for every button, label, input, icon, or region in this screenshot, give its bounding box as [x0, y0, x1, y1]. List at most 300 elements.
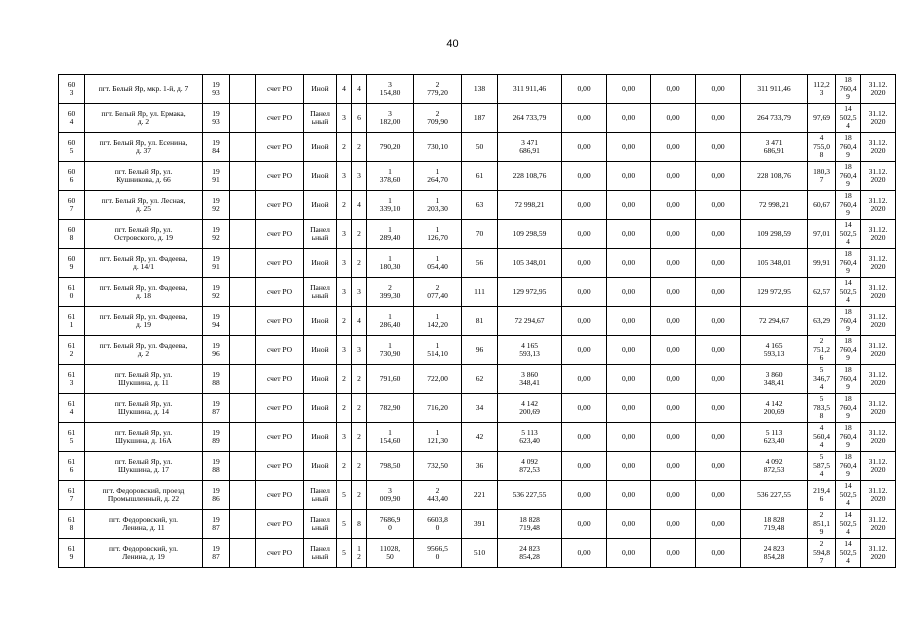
- cell-living-area: 6603,8 0: [414, 510, 462, 539]
- cell-wall-material: Иной: [304, 394, 337, 423]
- cell-cost-column-4: 0,00: [651, 365, 696, 394]
- table-row: [59, 539, 896, 568]
- cell-row-number: 61 0: [59, 278, 85, 307]
- cell-residents: 111: [462, 278, 498, 307]
- cell-cost-column-5: 0,00: [696, 452, 741, 481]
- cell-deadline: 31.12. 2020: [861, 307, 896, 336]
- cell-max-unit-cost: 18 760,4 9: [836, 336, 861, 365]
- table-row: [59, 278, 896, 307]
- cell-cost-column-6: 3 471 686,91: [741, 133, 808, 162]
- cell-row-number: 60 5: [59, 133, 85, 162]
- table-row: [59, 220, 896, 249]
- cell-wall-material: Иной: [304, 133, 337, 162]
- cell-cost-column-2: 0,00: [562, 394, 607, 423]
- cell-cost-column-6: 311 911,46: [741, 75, 808, 104]
- cell-cost-column-6: 72 294,67: [741, 307, 808, 336]
- cell-row-number: 61 1: [59, 307, 85, 336]
- cell-unit-cost: 180,3 7: [808, 162, 836, 191]
- cell-address: пгт. Белый Яр, ул. Островского, д. 19: [85, 220, 203, 249]
- cell-total-area: 798,50: [367, 452, 414, 481]
- cell-floors: 5: [337, 539, 352, 568]
- cell-cost-column-2: 0,00: [562, 481, 607, 510]
- cell-cost-column-4: 0,00: [651, 423, 696, 452]
- cell-cost-column-3: 0,00: [607, 481, 651, 510]
- cell-entrances: 2: [352, 133, 367, 162]
- cell-max-unit-cost: 14 502,5 4: [836, 220, 861, 249]
- cell-total-area: 1 180,30: [367, 249, 414, 278]
- cell-entrances: 4: [352, 75, 367, 104]
- cell-cost-column-3: 0,00: [607, 510, 651, 539]
- cell-max-unit-cost: 18 760,4 9: [836, 162, 861, 191]
- table-row: [59, 423, 896, 452]
- cell-deadline: 31.12. 2020: [861, 423, 896, 452]
- cell-empty-cell: [230, 307, 256, 336]
- table-row: [59, 307, 896, 336]
- cell-entrances: 2: [352, 423, 367, 452]
- cell-cost-column-3: 0,00: [607, 307, 651, 336]
- cell-total-cost: 129 972,95: [498, 278, 562, 307]
- cell-floors: 3: [337, 278, 352, 307]
- cell-row-number: 60 9: [59, 249, 85, 278]
- cell-living-area: 722,00: [414, 365, 462, 394]
- cell-year-built: 19 87: [203, 394, 230, 423]
- cell-fund-method: счет РО: [256, 510, 304, 539]
- cell-total-area: 3 182,00: [367, 104, 414, 133]
- cell-residents: 70: [462, 220, 498, 249]
- table-body: [59, 75, 896, 568]
- cell-deadline: 31.12. 2020: [861, 104, 896, 133]
- cell-unit-cost: 5 346,7 4: [808, 365, 836, 394]
- table-row: [59, 394, 896, 423]
- cell-floors: 2: [337, 452, 352, 481]
- cell-deadline: 31.12. 2020: [861, 75, 896, 104]
- cell-address: пгт. Белый Яр, ул. Шукшина, д. 16А: [85, 423, 203, 452]
- cell-address: пгт. Белый Яр, ул. Фадеева, д. 2: [85, 336, 203, 365]
- cell-unit-cost: 5 783,5 8: [808, 394, 836, 423]
- cell-floors: 2: [337, 394, 352, 423]
- cell-wall-material: Иной: [304, 423, 337, 452]
- cell-empty-cell: [230, 336, 256, 365]
- cell-fund-method: счет РО: [256, 249, 304, 278]
- cell-unit-cost: 112,2 3: [808, 75, 836, 104]
- cell-cost-column-6: 4 165 593,13: [741, 336, 808, 365]
- cell-empty-cell: [230, 162, 256, 191]
- cell-cost-column-2: 0,00: [562, 104, 607, 133]
- cell-year-built: 19 86: [203, 481, 230, 510]
- cell-cost-column-5: 0,00: [696, 307, 741, 336]
- cell-cost-column-5: 0,00: [696, 394, 741, 423]
- cell-floors: 2: [337, 191, 352, 220]
- cell-entrances: 2: [352, 220, 367, 249]
- cell-cost-column-3: 0,00: [607, 104, 651, 133]
- cell-cost-column-4: 0,00: [651, 510, 696, 539]
- cell-row-number: 61 8: [59, 510, 85, 539]
- cell-max-unit-cost: 18 760,4 9: [836, 307, 861, 336]
- cell-fund-method: счет РО: [256, 336, 304, 365]
- cell-max-unit-cost: 14 502,5 4: [836, 539, 861, 568]
- cell-wall-material: Иной: [304, 191, 337, 220]
- cell-living-area: 9566,5 0: [414, 539, 462, 568]
- table-row: [59, 75, 896, 104]
- cell-fund-method: счет РО: [256, 220, 304, 249]
- cell-deadline: 31.12. 2020: [861, 249, 896, 278]
- cell-cost-column-2: 0,00: [562, 249, 607, 278]
- cell-cost-column-4: 0,00: [651, 336, 696, 365]
- cell-total-area: 3 154,80: [367, 75, 414, 104]
- cell-address: пгт. Федоровский, ул. Ленина, д. 19: [85, 539, 203, 568]
- cell-unit-cost: 5 587,5 4: [808, 452, 836, 481]
- cell-address: пгт. Белый Яр, ул. Фадеева, д. 18: [85, 278, 203, 307]
- cell-cost-column-6: 105 348,01: [741, 249, 808, 278]
- cell-address: пгт. Федоровский, проезд Промышленный, д. 22: [85, 481, 203, 510]
- cell-cost-column-5: 0,00: [696, 510, 741, 539]
- cell-address: пгт. Белый Яр, ул. Кушникова, д. 66: [85, 162, 203, 191]
- cell-row-number: 61 3: [59, 365, 85, 394]
- cell-residents: 34: [462, 394, 498, 423]
- cell-cost-column-3: 0,00: [607, 75, 651, 104]
- cell-max-unit-cost: 18 760,4 9: [836, 249, 861, 278]
- cell-floors: 2: [337, 365, 352, 394]
- cell-cost-column-6: 72 998,21: [741, 191, 808, 220]
- table-row: [59, 365, 896, 394]
- cell-address: пгт. Федоровский, ул. Ленина, д. 11: [85, 510, 203, 539]
- cell-living-area: 1 126,70: [414, 220, 462, 249]
- cell-total-area: 3 009,90: [367, 481, 414, 510]
- cell-max-unit-cost: 18 760,4 9: [836, 394, 861, 423]
- cell-total-cost: 264 733,79: [498, 104, 562, 133]
- cell-max-unit-cost: 18 760,4 9: [836, 452, 861, 481]
- cell-empty-cell: [230, 75, 256, 104]
- cell-unit-cost: 219,4 6: [808, 481, 836, 510]
- cell-deadline: 31.12. 2020: [861, 220, 896, 249]
- cell-cost-column-5: 0,00: [696, 249, 741, 278]
- cell-fund-method: счет РО: [256, 481, 304, 510]
- cell-cost-column-3: 0,00: [607, 423, 651, 452]
- cell-cost-column-3: 0,00: [607, 278, 651, 307]
- cell-empty-cell: [230, 510, 256, 539]
- cell-fund-method: счет РО: [256, 423, 304, 452]
- cell-year-built: 19 89: [203, 423, 230, 452]
- cell-year-built: 19 93: [203, 104, 230, 133]
- cell-row-number: 61 5: [59, 423, 85, 452]
- cell-cost-column-4: 0,00: [651, 249, 696, 278]
- cell-residents: 50: [462, 133, 498, 162]
- cell-cost-column-2: 0,00: [562, 162, 607, 191]
- cell-row-number: 60 3: [59, 75, 85, 104]
- cell-entrances: 3: [352, 278, 367, 307]
- cell-wall-material: Иной: [304, 336, 337, 365]
- cell-residents: 62: [462, 365, 498, 394]
- cell-residents: 187: [462, 104, 498, 133]
- cell-cost-column-2: 0,00: [562, 307, 607, 336]
- cell-living-area: 1 121,30: [414, 423, 462, 452]
- cell-entrances: 2: [352, 249, 367, 278]
- cell-floors: 3: [337, 336, 352, 365]
- cell-year-built: 19 92: [203, 220, 230, 249]
- cell-empty-cell: [230, 278, 256, 307]
- cell-cost-column-2: 0,00: [562, 336, 607, 365]
- cell-total-cost: 4 092 872,53: [498, 452, 562, 481]
- cell-year-built: 19 92: [203, 191, 230, 220]
- cell-wall-material: Иной: [304, 307, 337, 336]
- cell-total-area: 1 289,40: [367, 220, 414, 249]
- cell-year-built: 19 92: [203, 278, 230, 307]
- cell-deadline: 31.12. 2020: [861, 394, 896, 423]
- cell-living-area: 1 264,70: [414, 162, 462, 191]
- cell-address: пгт. Белый Яр, ул. Шукшина, д. 17: [85, 452, 203, 481]
- cell-unit-cost: 4 755,0 8: [808, 133, 836, 162]
- cell-living-area: 1 054,40: [414, 249, 462, 278]
- cell-total-cost: 3 860 348,41: [498, 365, 562, 394]
- cell-cost-column-5: 0,00: [696, 162, 741, 191]
- cell-cost-column-2: 0,00: [562, 423, 607, 452]
- cell-deadline: 31.12. 2020: [861, 278, 896, 307]
- table-row: [59, 133, 896, 162]
- cell-row-number: 60 4: [59, 104, 85, 133]
- cell-living-area: 730,10: [414, 133, 462, 162]
- cell-max-unit-cost: 14 502,5 4: [836, 104, 861, 133]
- cell-year-built: 19 93: [203, 75, 230, 104]
- cell-total-cost: 18 828 719,48: [498, 510, 562, 539]
- cell-cost-column-4: 0,00: [651, 75, 696, 104]
- cell-cost-column-3: 0,00: [607, 162, 651, 191]
- table-row: [59, 336, 896, 365]
- cell-entrances: 3: [352, 336, 367, 365]
- cell-residents: 391: [462, 510, 498, 539]
- cell-cost-column-4: 0,00: [651, 104, 696, 133]
- cell-cost-column-3: 0,00: [607, 365, 651, 394]
- cell-year-built: 19 88: [203, 365, 230, 394]
- cell-row-number: 60 7: [59, 191, 85, 220]
- cell-floors: 2: [337, 133, 352, 162]
- cell-total-area: 7686,9 0: [367, 510, 414, 539]
- cell-living-area: 2 779,20: [414, 75, 462, 104]
- cell-total-area: 1 730,90: [367, 336, 414, 365]
- table-row: [59, 452, 896, 481]
- cell-fund-method: счет РО: [256, 365, 304, 394]
- table-row: [59, 104, 896, 133]
- cell-wall-material: Иной: [304, 75, 337, 104]
- cell-year-built: 19 88: [203, 452, 230, 481]
- cell-address: пгт. Белый Яр, ул. Шукшина, д. 14: [85, 394, 203, 423]
- cell-cost-column-2: 0,00: [562, 75, 607, 104]
- cell-entrances: 6: [352, 104, 367, 133]
- cell-fund-method: счет РО: [256, 104, 304, 133]
- cell-year-built: 19 91: [203, 162, 230, 191]
- cell-living-area: 716,20: [414, 394, 462, 423]
- cell-max-unit-cost: 14 502,5 4: [836, 510, 861, 539]
- cell-residents: 138: [462, 75, 498, 104]
- page-number: 40: [446, 38, 459, 50]
- cell-row-number: 60 8: [59, 220, 85, 249]
- cell-address: пгт. Белый Яр, ул. Фадеева, д. 19: [85, 307, 203, 336]
- cell-total-cost: 311 911,46: [498, 75, 562, 104]
- cell-unit-cost: 2 751,2 6: [808, 336, 836, 365]
- cell-row-number: 61 2: [59, 336, 85, 365]
- cell-floors: 3: [337, 249, 352, 278]
- cell-residents: 221: [462, 481, 498, 510]
- cell-residents: 61: [462, 162, 498, 191]
- cell-cost-column-3: 0,00: [607, 394, 651, 423]
- cell-cost-column-2: 0,00: [562, 365, 607, 394]
- cell-living-area: 1 203,30: [414, 191, 462, 220]
- cell-living-area: 2 443,40: [414, 481, 462, 510]
- cell-deadline: 31.12. 2020: [861, 481, 896, 510]
- cell-wall-material: Иной: [304, 162, 337, 191]
- cell-floors: 4: [337, 75, 352, 104]
- cell-living-area: 1 514,10: [414, 336, 462, 365]
- cell-total-cost: 72 294,67: [498, 307, 562, 336]
- cell-cost-column-4: 0,00: [651, 539, 696, 568]
- cell-total-area: 1 339,10: [367, 191, 414, 220]
- cell-deadline: 31.12. 2020: [861, 191, 896, 220]
- cell-total-area: 11028, 50: [367, 539, 414, 568]
- cell-cost-column-6: 18 828 719,48: [741, 510, 808, 539]
- cell-unit-cost: 62,57: [808, 278, 836, 307]
- cell-cost-column-2: 0,00: [562, 510, 607, 539]
- cell-cost-column-3: 0,00: [607, 249, 651, 278]
- cell-entrances: 1 2: [352, 539, 367, 568]
- cell-row-number: 61 9: [59, 539, 85, 568]
- cell-total-cost: 3 471 686,91: [498, 133, 562, 162]
- cell-cost-column-5: 0,00: [696, 220, 741, 249]
- cell-total-cost: 105 348,01: [498, 249, 562, 278]
- cell-cost-column-5: 0,00: [696, 191, 741, 220]
- table-row: [59, 510, 896, 539]
- cell-total-cost: 228 108,76: [498, 162, 562, 191]
- cell-cost-column-5: 0,00: [696, 336, 741, 365]
- table-row: [59, 191, 896, 220]
- cell-cost-column-5: 0,00: [696, 365, 741, 394]
- cell-fund-method: счет РО: [256, 307, 304, 336]
- cell-residents: 510: [462, 539, 498, 568]
- cell-wall-material: Панел ьный: [304, 220, 337, 249]
- cell-entrances: 4: [352, 307, 367, 336]
- cell-cost-column-4: 0,00: [651, 394, 696, 423]
- cell-floors: 3: [337, 423, 352, 452]
- cell-fund-method: счет РО: [256, 191, 304, 220]
- cell-cost-column-6: 109 298,59: [741, 220, 808, 249]
- cell-unit-cost: 97,01: [808, 220, 836, 249]
- cell-cost-column-4: 0,00: [651, 133, 696, 162]
- cell-total-cost: 72 998,21: [498, 191, 562, 220]
- cell-unit-cost: 4 560,4 4: [808, 423, 836, 452]
- cell-floors: 5: [337, 481, 352, 510]
- cell-cost-column-2: 0,00: [562, 278, 607, 307]
- cell-cost-column-3: 0,00: [607, 539, 651, 568]
- cell-floors: 2: [337, 307, 352, 336]
- cell-total-cost: 5 113 623,40: [498, 423, 562, 452]
- cell-total-area: 1 378,60: [367, 162, 414, 191]
- cell-cost-column-6: 264 733,79: [741, 104, 808, 133]
- cell-fund-method: счет РО: [256, 452, 304, 481]
- cell-max-unit-cost: 18 760,4 9: [836, 423, 861, 452]
- cell-residents: 42: [462, 423, 498, 452]
- cell-empty-cell: [230, 191, 256, 220]
- cell-wall-material: Иной: [304, 365, 337, 394]
- cell-residents: 36: [462, 452, 498, 481]
- cell-empty-cell: [230, 394, 256, 423]
- cell-deadline: 31.12. 2020: [861, 365, 896, 394]
- cell-max-unit-cost: 18 760,4 9: [836, 133, 861, 162]
- cell-empty-cell: [230, 365, 256, 394]
- cell-entrances: 2: [352, 365, 367, 394]
- cell-year-built: 19 87: [203, 510, 230, 539]
- cell-unit-cost: 60,67: [808, 191, 836, 220]
- cell-entrances: 8: [352, 510, 367, 539]
- cell-entrances: 3: [352, 162, 367, 191]
- cell-cost-column-4: 0,00: [651, 220, 696, 249]
- cell-empty-cell: [230, 452, 256, 481]
- cell-living-area: 732,50: [414, 452, 462, 481]
- cell-wall-material: Иной: [304, 249, 337, 278]
- cell-cost-column-3: 0,00: [607, 336, 651, 365]
- cell-total-area: 782,90: [367, 394, 414, 423]
- cell-fund-method: счет РО: [256, 133, 304, 162]
- table-row: [59, 481, 896, 510]
- cell-entrances: 2: [352, 481, 367, 510]
- cell-year-built: 19 84: [203, 133, 230, 162]
- cell-cost-column-6: 129 972,95: [741, 278, 808, 307]
- cell-living-area: 2 709,90: [414, 104, 462, 133]
- cell-unit-cost: 63,29: [808, 307, 836, 336]
- housing-register-table: [58, 74, 896, 568]
- cell-empty-cell: [230, 220, 256, 249]
- cell-residents: 63: [462, 191, 498, 220]
- cell-total-area: 1 154,60: [367, 423, 414, 452]
- cell-deadline: 31.12. 2020: [861, 133, 896, 162]
- cell-cost-column-2: 0,00: [562, 539, 607, 568]
- cell-floors: 3: [337, 104, 352, 133]
- cell-wall-material: Панел ьный: [304, 481, 337, 510]
- cell-fund-method: счет РО: [256, 394, 304, 423]
- cell-total-cost: 4 165 593,13: [498, 336, 562, 365]
- cell-total-area: 1 286,40: [367, 307, 414, 336]
- cell-deadline: 31.12. 2020: [861, 452, 896, 481]
- cell-empty-cell: [230, 539, 256, 568]
- cell-cost-column-4: 0,00: [651, 307, 696, 336]
- cell-cost-column-3: 0,00: [607, 191, 651, 220]
- cell-cost-column-3: 0,00: [607, 220, 651, 249]
- cell-cost-column-5: 0,00: [696, 104, 741, 133]
- cell-cost-column-5: 0,00: [696, 133, 741, 162]
- cell-address: пгт. Белый Яр, ул. Шукшина, д. 11: [85, 365, 203, 394]
- cell-entrances: 2: [352, 452, 367, 481]
- cell-total-cost: 536 227,55: [498, 481, 562, 510]
- cell-empty-cell: [230, 481, 256, 510]
- cell-total-area: 791,60: [367, 365, 414, 394]
- cell-residents: 56: [462, 249, 498, 278]
- cell-cost-column-3: 0,00: [607, 452, 651, 481]
- cell-cost-column-4: 0,00: [651, 191, 696, 220]
- cell-year-built: 19 87: [203, 539, 230, 568]
- cell-max-unit-cost: 18 760,4 9: [836, 75, 861, 104]
- cell-cost-column-5: 0,00: [696, 75, 741, 104]
- cell-fund-method: счет РО: [256, 162, 304, 191]
- cell-cost-column-2: 0,00: [562, 452, 607, 481]
- cell-wall-material: Панел ьный: [304, 104, 337, 133]
- cell-total-cost: 4 142 200,69: [498, 394, 562, 423]
- cell-residents: 81: [462, 307, 498, 336]
- cell-unit-cost: 2 851,1 9: [808, 510, 836, 539]
- cell-year-built: 19 94: [203, 307, 230, 336]
- cell-cost-column-6: 536 227,55: [741, 481, 808, 510]
- cell-cost-column-6: 24 823 854,28: [741, 539, 808, 568]
- cell-max-unit-cost: 18 760,4 9: [836, 365, 861, 394]
- cell-floors: 5: [337, 510, 352, 539]
- cell-address: пгт. Белый Яр, ул. Фадеева, д. 14/1: [85, 249, 203, 278]
- cell-cost-column-3: 0,00: [607, 133, 651, 162]
